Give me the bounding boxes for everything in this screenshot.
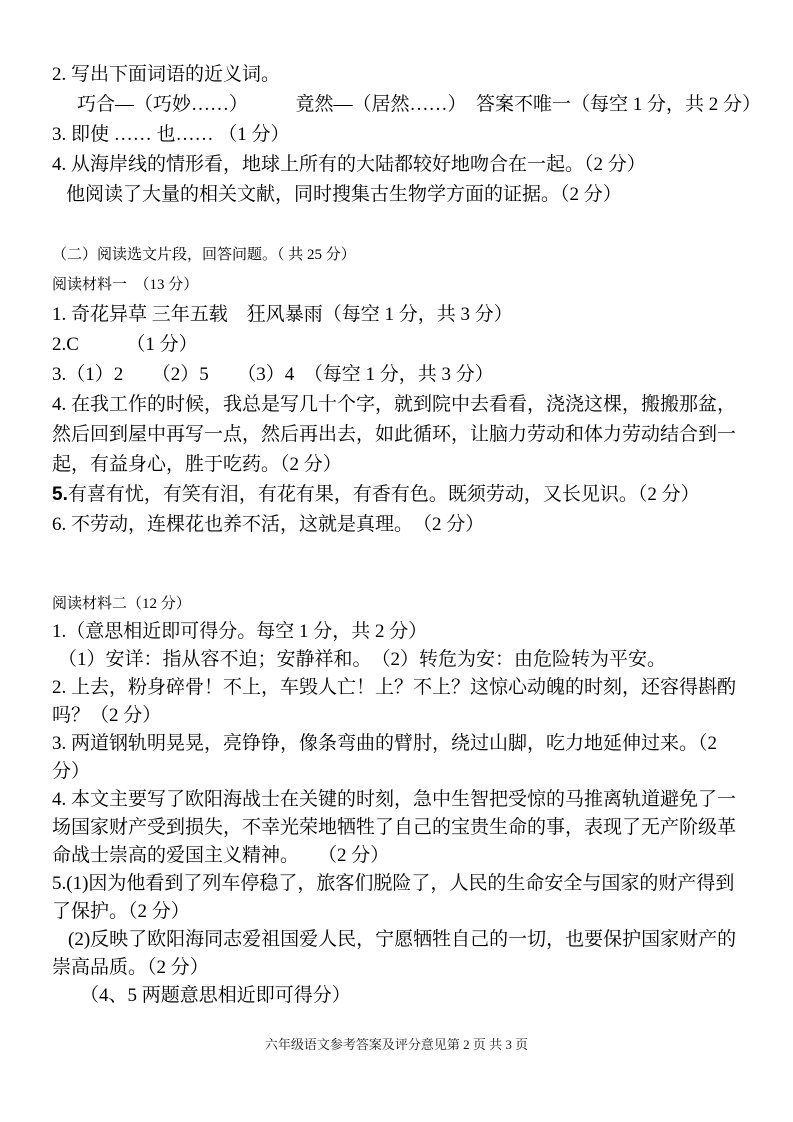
text-line: 2. 上去，粉身碎骨！不上，车毁人亡！上？不上？这惊心动魄的时刻，还容得斟酌 <box>52 677 737 698</box>
text-line: 了保护。（2 分） <box>52 901 190 922</box>
text-line: 巧合—（巧妙……） 竟然—（居然……） 答案不唯一（每空 1 分，共 2 分） <box>77 94 762 115</box>
text-line: （4、5 两题意思相近即可得分） <box>80 985 351 1006</box>
text-line: （1）安详：指从容不迫；安静祥和。 （2）转危为安：由危险转为平安。 <box>58 649 667 670</box>
text-line: 崇高品质。（2 分） <box>52 957 209 978</box>
section-word-exercises <box>52 60 762 540</box>
text-line: 有喜有忧，有笑有泪，有花有果，有香有色。既须劳动，又长见识。（2 分） <box>67 484 700 505</box>
section-heading: （二）阅读选文片段，回答问题。（ 共 25 分） <box>52 247 356 263</box>
text-line: 他阅读了大量的相关文献，同时搜集古生物学方面的证据。（2 分） <box>66 184 622 205</box>
material-one-heading: 阅读材料一 （13 分） <box>52 277 199 293</box>
text-line: 3. 即使 …… 也…… （1 分） <box>52 124 290 145</box>
section-gap <box>52 540 743 590</box>
text-line: 1. 奇花异草 三年五载 狂风暴雨（每空 1 分，共 3 分） <box>52 304 513 325</box>
text-line: 4. 从海岸线的情形看，地球上所有的大陆都较好地吻合在一起。（2 分） <box>52 154 646 175</box>
text-line: 分） <box>52 761 91 782</box>
text-line: (2)反映了欧阳海同志爱祖国爱人民，宁愿牺牲自己的一切，也要保护国家财产的 <box>68 929 737 950</box>
text-line: 命战士崇高的爱国主义精神。 （2 分） <box>52 845 390 866</box>
text-line <box>52 480 743 510</box>
bold-item-number: 5. <box>52 484 68 505</box>
blank-line <box>52 210 743 240</box>
text-line: 2.C （1 分） <box>52 334 198 355</box>
text-line: 吗？（2 分） <box>52 705 162 726</box>
material-two-heading: 阅读材料二（12 分） <box>52 596 191 612</box>
text-line: 6. 不劳动，连棵花也养不活，这就是真理。 （2 分） <box>52 514 485 535</box>
text-line: 1.（意思相近即可得分。每空 1 分，共 2 分） <box>52 621 428 642</box>
page-footer: 六年级语文参考答案及评分意见第 2 页 共 3 页 <box>264 1037 529 1052</box>
text-line: 3.（1）2 （2）5 （3）4 （每空 1 分，共 3 分） <box>52 364 494 385</box>
section-material-two <box>52 590 743 1010</box>
text-line: 3. 两道钢轨明晃晃，亮铮铮，像条弯曲的臂肘，绕过山脚，吃力地延伸过来。（2 <box>52 733 718 754</box>
text-line: 5.(1)因为他看到了列车停稳了，旅客们脱险了，人民的生命安全与国家的财产得到 <box>52 873 735 894</box>
text-line: 2. 写出下面词语的近义词。 <box>52 64 281 85</box>
text-line: 起，有益身心，胜于吃药。（2 分） <box>52 454 342 475</box>
text-line: 4. 本文主要写了欧阳海战士在关键的时刻，急中生智把受惊的马推离轨道避免了一 <box>52 789 737 810</box>
text-line: 然后回到屋中再写一点，然后再出去，如此循环，让脑力劳动和体力劳动结合到一 <box>52 424 737 445</box>
text-line: 场国家财产受到损失，不幸光荣地牺牲了自己的宝贵生命的事，表现了无产阶级革 <box>52 817 737 838</box>
text-line: 4. 在我工作的时候，我总是写几十个字，就到院中去看看，浇浇这棵，搬搬那盆， <box>52 394 737 415</box>
